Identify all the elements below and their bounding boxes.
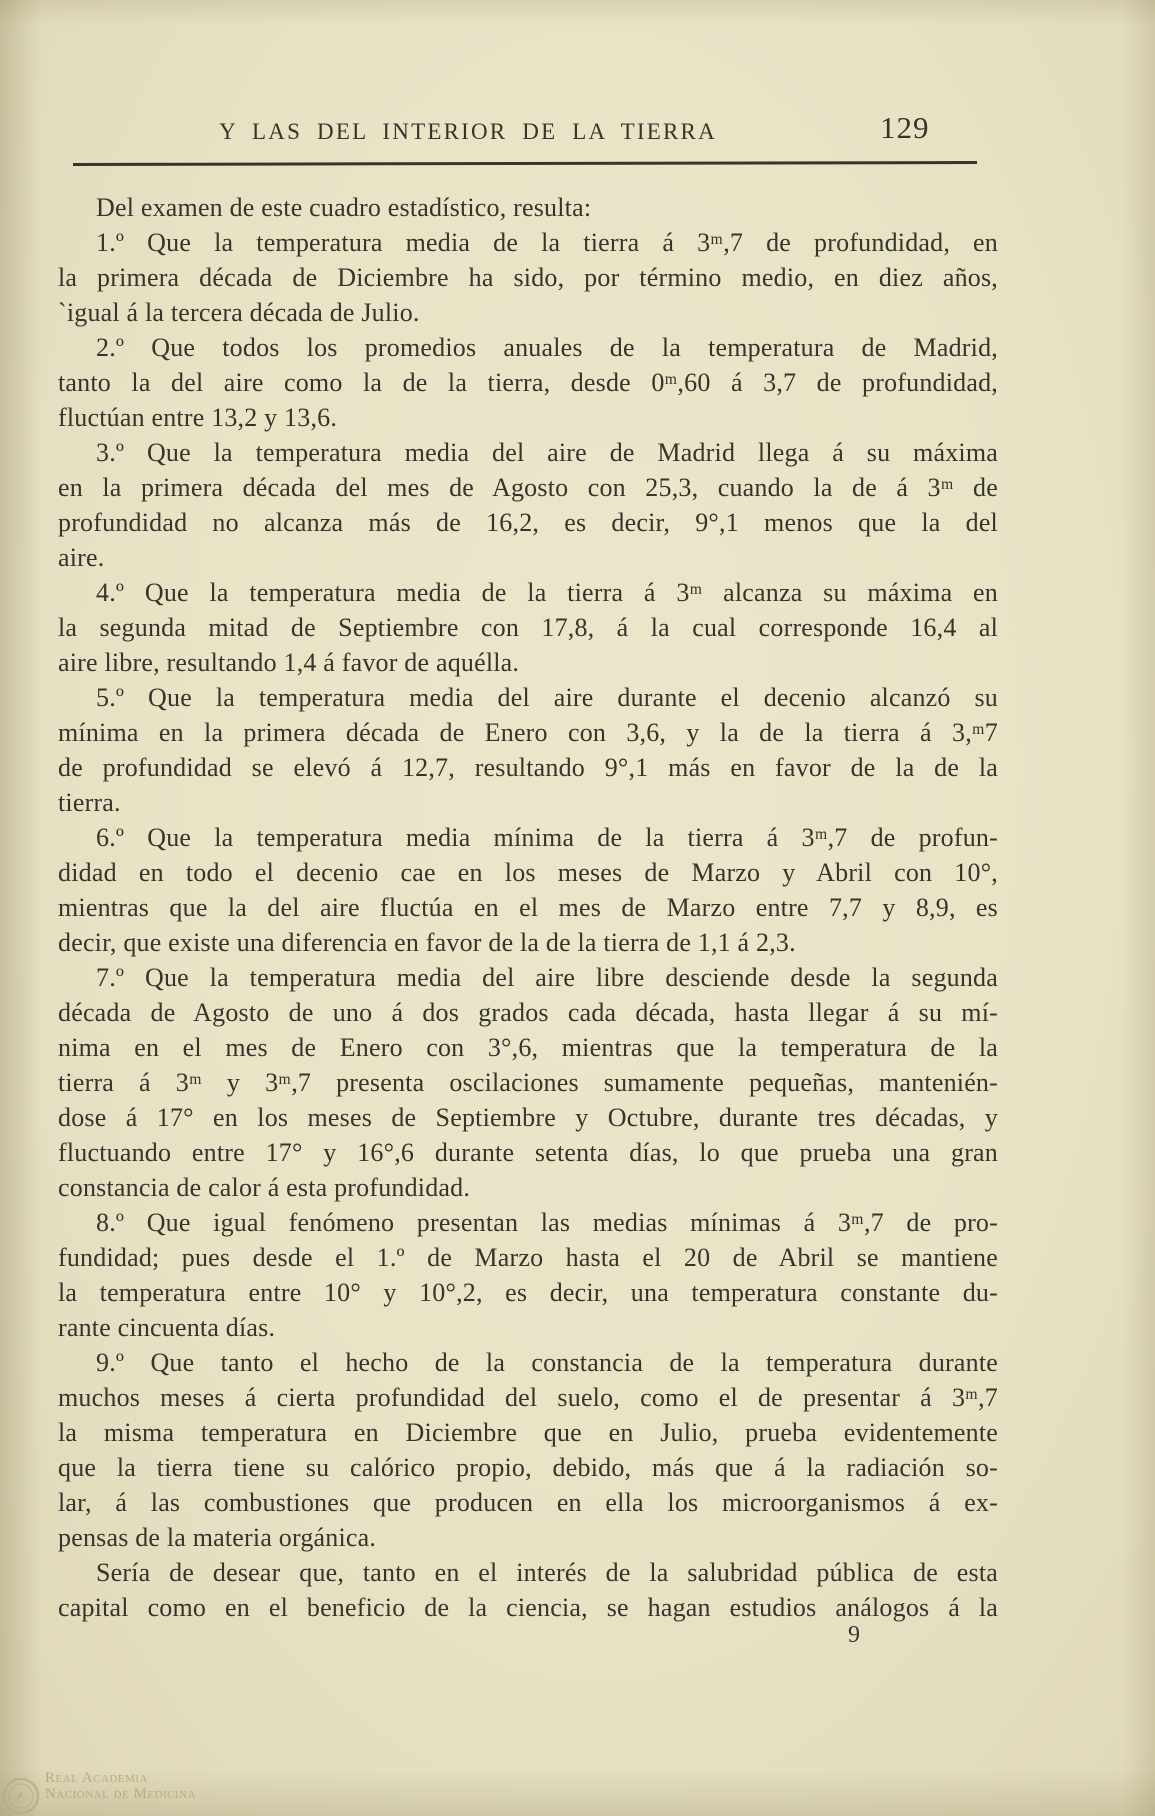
- stamp-text-line1: Real Academia: [45, 1770, 148, 1786]
- text-line: pensas de la materia orgánica.: [58, 1523, 377, 1552]
- paragraph: [58, 575, 998, 680]
- library-stamp: [0, 1768, 260, 1816]
- paragraph: [58, 435, 998, 575]
- text-line: fluctuando entre 17° y 16°,6 durante setenta días, lo que prueba una gran: [58, 1138, 998, 1167]
- text-line: 6.º Que la temperatura media mínima de la tierra á 3ᵐ,7 de profun-: [96, 823, 998, 852]
- text-line: lar, á las combustiones que producen en ella los microorganismos á ex-: [58, 1488, 998, 1517]
- text-line: la misma temperatura en Diciembre que en Julio, prueba evidentemente: [58, 1418, 998, 1447]
- text-line: aire libre, resultando 1,4 á favor de aquélla.: [58, 648, 520, 677]
- text-line: dose á 17° en los meses de Septiembre y Octubre, durante tres décadas, y: [58, 1103, 998, 1132]
- text-line: muchos meses á cierta profundidad del suelo, como el de presentar á 3ᵐ,7: [58, 1383, 998, 1412]
- paragraph: [58, 820, 998, 960]
- paragraph: [58, 225, 998, 330]
- stamp-seal-icon: [2, 1776, 40, 1816]
- text-line: fundidad; pues desde el 1.º de Marzo hasta el 20 de Abril se mantiene: [58, 1243, 998, 1272]
- text-line: de profundidad se elevó á 12,7, resultando 9°,1 más en favor de la de la: [58, 753, 998, 782]
- paragraph: [58, 330, 998, 435]
- text-line: rante cincuenta días.: [58, 1313, 276, 1342]
- text-line: la temperatura entre 10° y 10°,2, es decir, una temperatura constante du-: [58, 1278, 998, 1307]
- header-rule: [73, 161, 977, 166]
- text-line: aire.: [58, 543, 105, 572]
- text-line: profundidad no alcanza más de 16,2, es decir, 9°,1 menos que la del: [58, 508, 998, 537]
- text-line: `igual á la tercera década de Julio.: [58, 298, 420, 327]
- stamp-text-line2: Nacional de Medicina: [45, 1786, 197, 1802]
- text-line: década de Agosto de uno á dos grados cada década, hasta llegar á su mí-: [58, 998, 998, 1027]
- running-title: Y LAS DEL INTERIOR DE LA TIERRA: [219, 119, 717, 144]
- text-line: tierra.: [58, 788, 121, 817]
- text-line: tanto la del aire como la de la tierra, desde 0ᵐ,60 á 3,7 de profundidad,: [58, 368, 998, 397]
- paragraph: [58, 680, 998, 820]
- stamp-text: [45, 1770, 196, 1802]
- paragraph: [58, 1205, 998, 1345]
- text-line: fluctúan entre 13,2 y 13,6.: [58, 403, 338, 432]
- text-line: mínima en la primera década de Enero con 3,6, y la de la tierra á 3,ᵐ7: [58, 718, 998, 747]
- body-text: [58, 190, 998, 1625]
- page-number: 129: [880, 110, 930, 145]
- paragraph: [58, 190, 998, 225]
- text-line: 9.º Que tanto el hecho de la constancia de la temperatura durante: [96, 1348, 998, 1377]
- signature-mark: 9: [848, 1622, 860, 1648]
- text-line: didad en todo el decenio cae en los meses de Marzo y Abril con 10°,: [58, 858, 998, 887]
- running-header: [58, 0, 998, 160]
- text-line: 7.º Que la temperatura media del aire libre desciende desde la segunda: [96, 963, 998, 992]
- text-line: que la tierra tiene su calórico propio, debido, más que á la radiación so-: [58, 1453, 998, 1482]
- text-line: tierra á 3ᵐ y 3ᵐ,7 presenta oscilaciones sumamente pequeñas, mantenién-: [58, 1068, 998, 1097]
- paragraph: [58, 1345, 998, 1555]
- text-line: decir, que existe una diferencia en favor de la de la tierra de 1,1 á 2,3.: [58, 928, 796, 957]
- text-line: nima en el mes de Enero con 3°,6, mientras que la temperatura de la: [58, 1033, 998, 1062]
- text-line: 5.º Que la temperatura media del aire durante el decenio alcanzó su: [96, 683, 998, 712]
- text-line: en la primera década del mes de Agosto con 25,3, cuando la de á 3ᵐ de: [58, 473, 998, 502]
- text-line: Sería de desear que, tanto en el interés de la salubridad pública de esta: [96, 1558, 998, 1587]
- text-line: Del examen de este cuadro estadístico, resulta:: [96, 193, 592, 222]
- text-line: 3.º Que la temperatura media del aire de Madrid llega á su máxima: [96, 438, 998, 467]
- text-line: 4.º Que la temperatura media de la tierra á 3ᵐ alcanza su máxima en: [96, 578, 998, 607]
- text-line: mientras que la del aire fluctúa en el mes de Marzo entre 7,7 y 8,9, es: [58, 893, 998, 922]
- text-line: la primera década de Diciembre ha sido, por término medio, en diez años,: [58, 263, 998, 292]
- text-line: 1.º Que la temperatura media de la tierra á 3ᵐ,7 de profundidad, en: [96, 228, 998, 257]
- text-line: la segunda mitad de Septiembre con 17,8, á la cual corresponde 16,4 al: [58, 613, 998, 642]
- text-line: 8.º Que igual fenómeno presentan las medias mínimas á 3ᵐ,7 de pro-: [96, 1208, 998, 1237]
- text-line: 2.º Que todos los promedios anuales de la temperatura de Madrid,: [96, 333, 998, 362]
- text-line: capital como en el beneficio de la ciencia, se hagan estudios análogos á la: [58, 1593, 998, 1622]
- paragraph: [58, 960, 998, 1205]
- text-line: constancia de calor á esta profundidad.: [58, 1173, 471, 1202]
- paragraph: [58, 1555, 998, 1625]
